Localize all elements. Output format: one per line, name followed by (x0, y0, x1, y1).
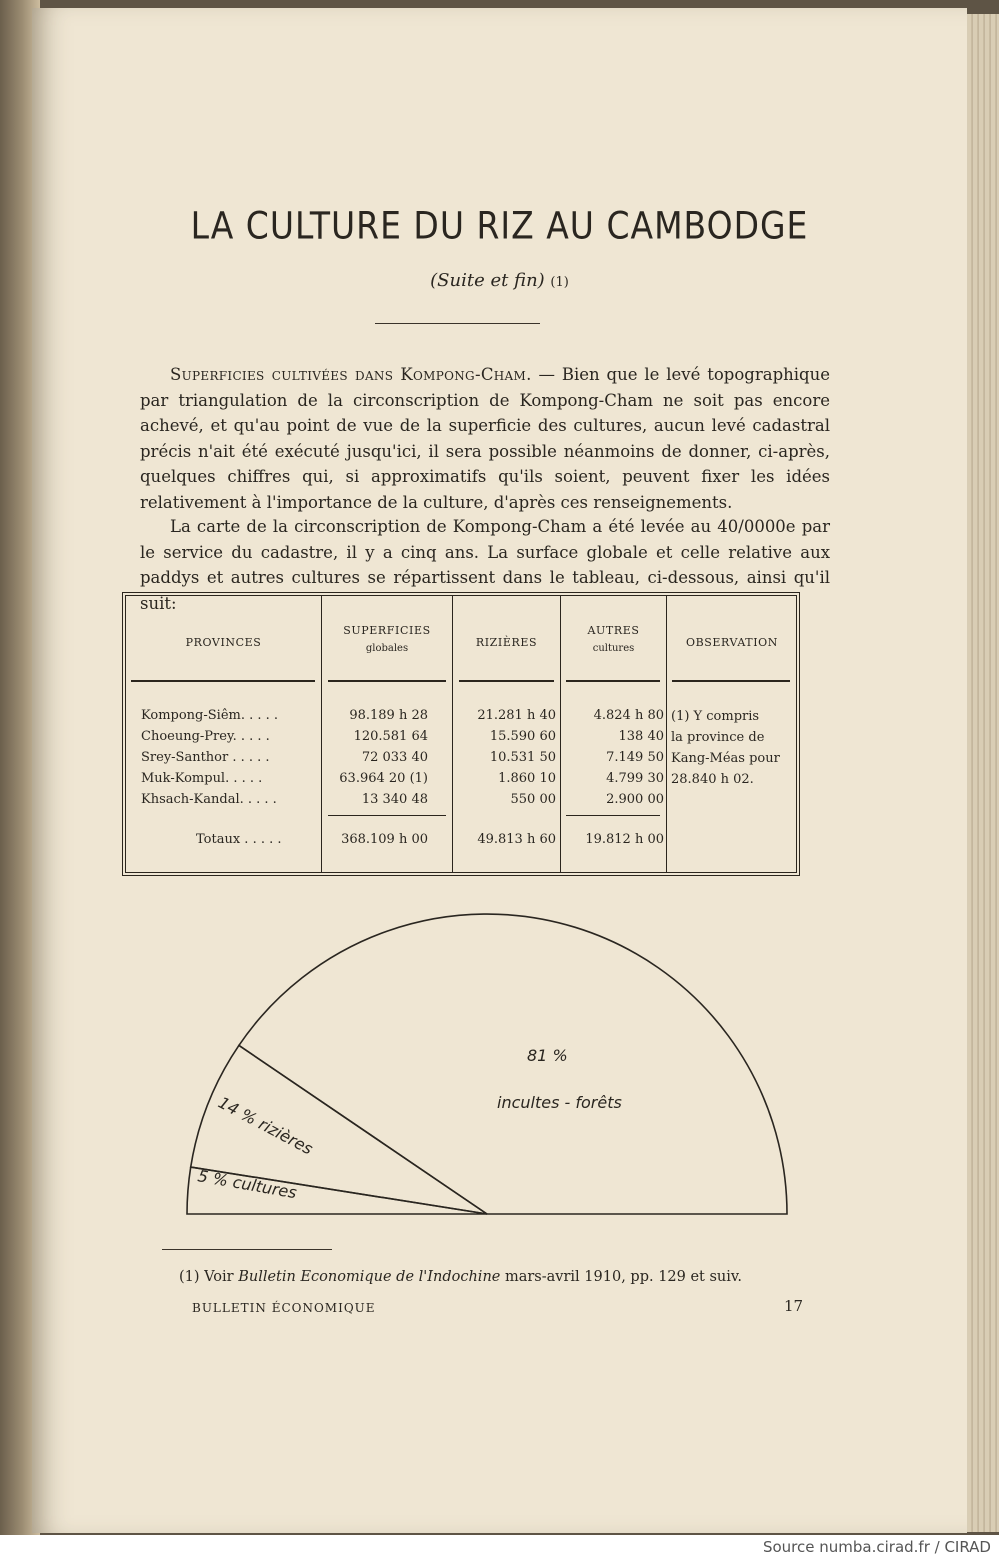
header-rule (131, 680, 315, 682)
totals-autres: 19.812 h 00 (585, 832, 664, 847)
cell-autres: 4.824 h 80 (593, 708, 664, 723)
label-incultes-pct: 81 % (527, 1046, 568, 1065)
paragraph-1 (140, 362, 830, 515)
cell-province: Kompong-Siêm. . . . . (141, 708, 279, 723)
cell-province: Khsach-Kandal. . . . . (141, 792, 277, 807)
cell-rizieres: 550 00 (510, 792, 556, 807)
header-rule (566, 680, 660, 682)
cell-autres: 2.900 00 (606, 792, 664, 807)
totals-superficie: 368.109 h 00 (341, 832, 428, 847)
cell-rizieres: 15.590 60 (489, 729, 556, 744)
page-edges (962, 14, 999, 1532)
totals-label: Totaux . . . . . (196, 832, 282, 847)
header-superficies-sub: globales (365, 643, 409, 654)
header-superficies-label: SUPERFICIES (343, 624, 431, 637)
subtitle-footnote-ref: (1) (550, 275, 569, 290)
cell-superficie: 13 340 48 (361, 792, 428, 807)
table-row (126, 792, 796, 813)
label-rizieres: 14 % rizières (215, 1092, 317, 1159)
cell-rizieres: 1.860 10 (498, 771, 556, 786)
header-rule (459, 680, 554, 682)
footnote-ref: (1) Voir (179, 1269, 239, 1285)
footnote-rest: mars-avril 1910, pp. 129 et suiv. (500, 1269, 742, 1285)
observation-line: la province de (671, 730, 765, 745)
sum-rule (328, 815, 446, 816)
header-rizieres: RIZIÈRES (475, 636, 538, 649)
header-autres-label: AUTRES (587, 624, 640, 637)
pie-svg (117, 896, 817, 1226)
header-observation: OBSERVATION (685, 636, 779, 649)
cell-province: Muk-Kompul. . . . . (141, 771, 263, 786)
cell-superficie: 120.581 64 (353, 729, 428, 744)
cell-autres: 138 40 (618, 729, 664, 744)
header-rule (672, 680, 790, 682)
footnote-title: Bulletin Economique de l'Indochine (238, 1269, 501, 1285)
footnote (179, 1269, 742, 1285)
label-cultures: 5 % cultures (196, 1166, 299, 1203)
paragraph-1-lead: Superficies cultivées dans Kompong-Cham. (170, 365, 532, 384)
subtitle-text: (Suite et fin) (430, 270, 545, 291)
observation-line: Kang-Méas pour (671, 751, 780, 766)
title-rule (375, 323, 540, 324)
cell-autres: 7.149 50 (606, 750, 664, 765)
page-number: 17 (784, 1297, 804, 1315)
cell-province: Choeung-Prey. . . . . (141, 729, 270, 744)
book-page (32, 8, 967, 1533)
cell-autres: 4.799 30 (606, 771, 664, 786)
totals-rizieres: 49.813 h 60 (477, 832, 556, 847)
observation-note (671, 706, 786, 790)
cell-superficie: 63.964 20 (1) (339, 771, 428, 786)
pie-slice-incultes (239, 914, 787, 1214)
surface-pie-chart (117, 896, 817, 1226)
paragraph-1-body: — Bien que le levé topographique par triangulation de la circonscription de Kompong-Cham ne soit pas encore achevé, et qu'au point de vue de la superficie des cultures, aucun levé cadastral précis n'ait été exécuté jusqu'ici, il sera possible néanmoins de donner, ci-après, quelques chiffres qui, si approximatifs qu'ils soient, peuvent fixer les idées relativement à l'importance de la culture, d'après ces renseignements. (140, 365, 830, 512)
cell-rizieres: 21.281 h 40 (477, 708, 556, 723)
page-title: LA CULTURE DU RIZ AU CAMBODGE (190, 203, 809, 248)
running-footer: BULLETIN ÉCONOMIQUE (192, 1301, 376, 1315)
observation-line: (1) Y compris (671, 709, 760, 724)
label-incultes: incultes - forêts (497, 1093, 622, 1112)
header-superficies (322, 624, 452, 654)
paragraph-2: La carte de la circonscription de Kompong-Cham a été levée au 40/0000e par le service du cadastre, il y a cinq ans. La surface globale et celle relative aux paddys et autres cultures se répartissent dans le tableau, ci-dessous, ainsi qu'il suit: (140, 517, 830, 613)
footnote-rule (162, 1249, 332, 1250)
cell-superficie: 98.189 h 28 (349, 708, 428, 723)
header-autres-sub: cultures (592, 643, 635, 654)
cell-province: Srey-Santhor . . . . . (141, 750, 270, 765)
header-rule (328, 680, 446, 682)
header-provinces: PROVINCES (185, 636, 262, 649)
source-credit: Source numba.cirad.fr / CIRAD (762, 1538, 991, 1556)
observation-line: 28.840 h 02. (671, 772, 754, 787)
sum-rule (566, 815, 660, 816)
cell-rizieres: 10.531 50 (489, 750, 556, 765)
header-autres (561, 624, 666, 654)
subtitle (32, 270, 967, 291)
surface-table (122, 592, 800, 876)
cell-superficie: 72 033 40 (361, 750, 428, 765)
